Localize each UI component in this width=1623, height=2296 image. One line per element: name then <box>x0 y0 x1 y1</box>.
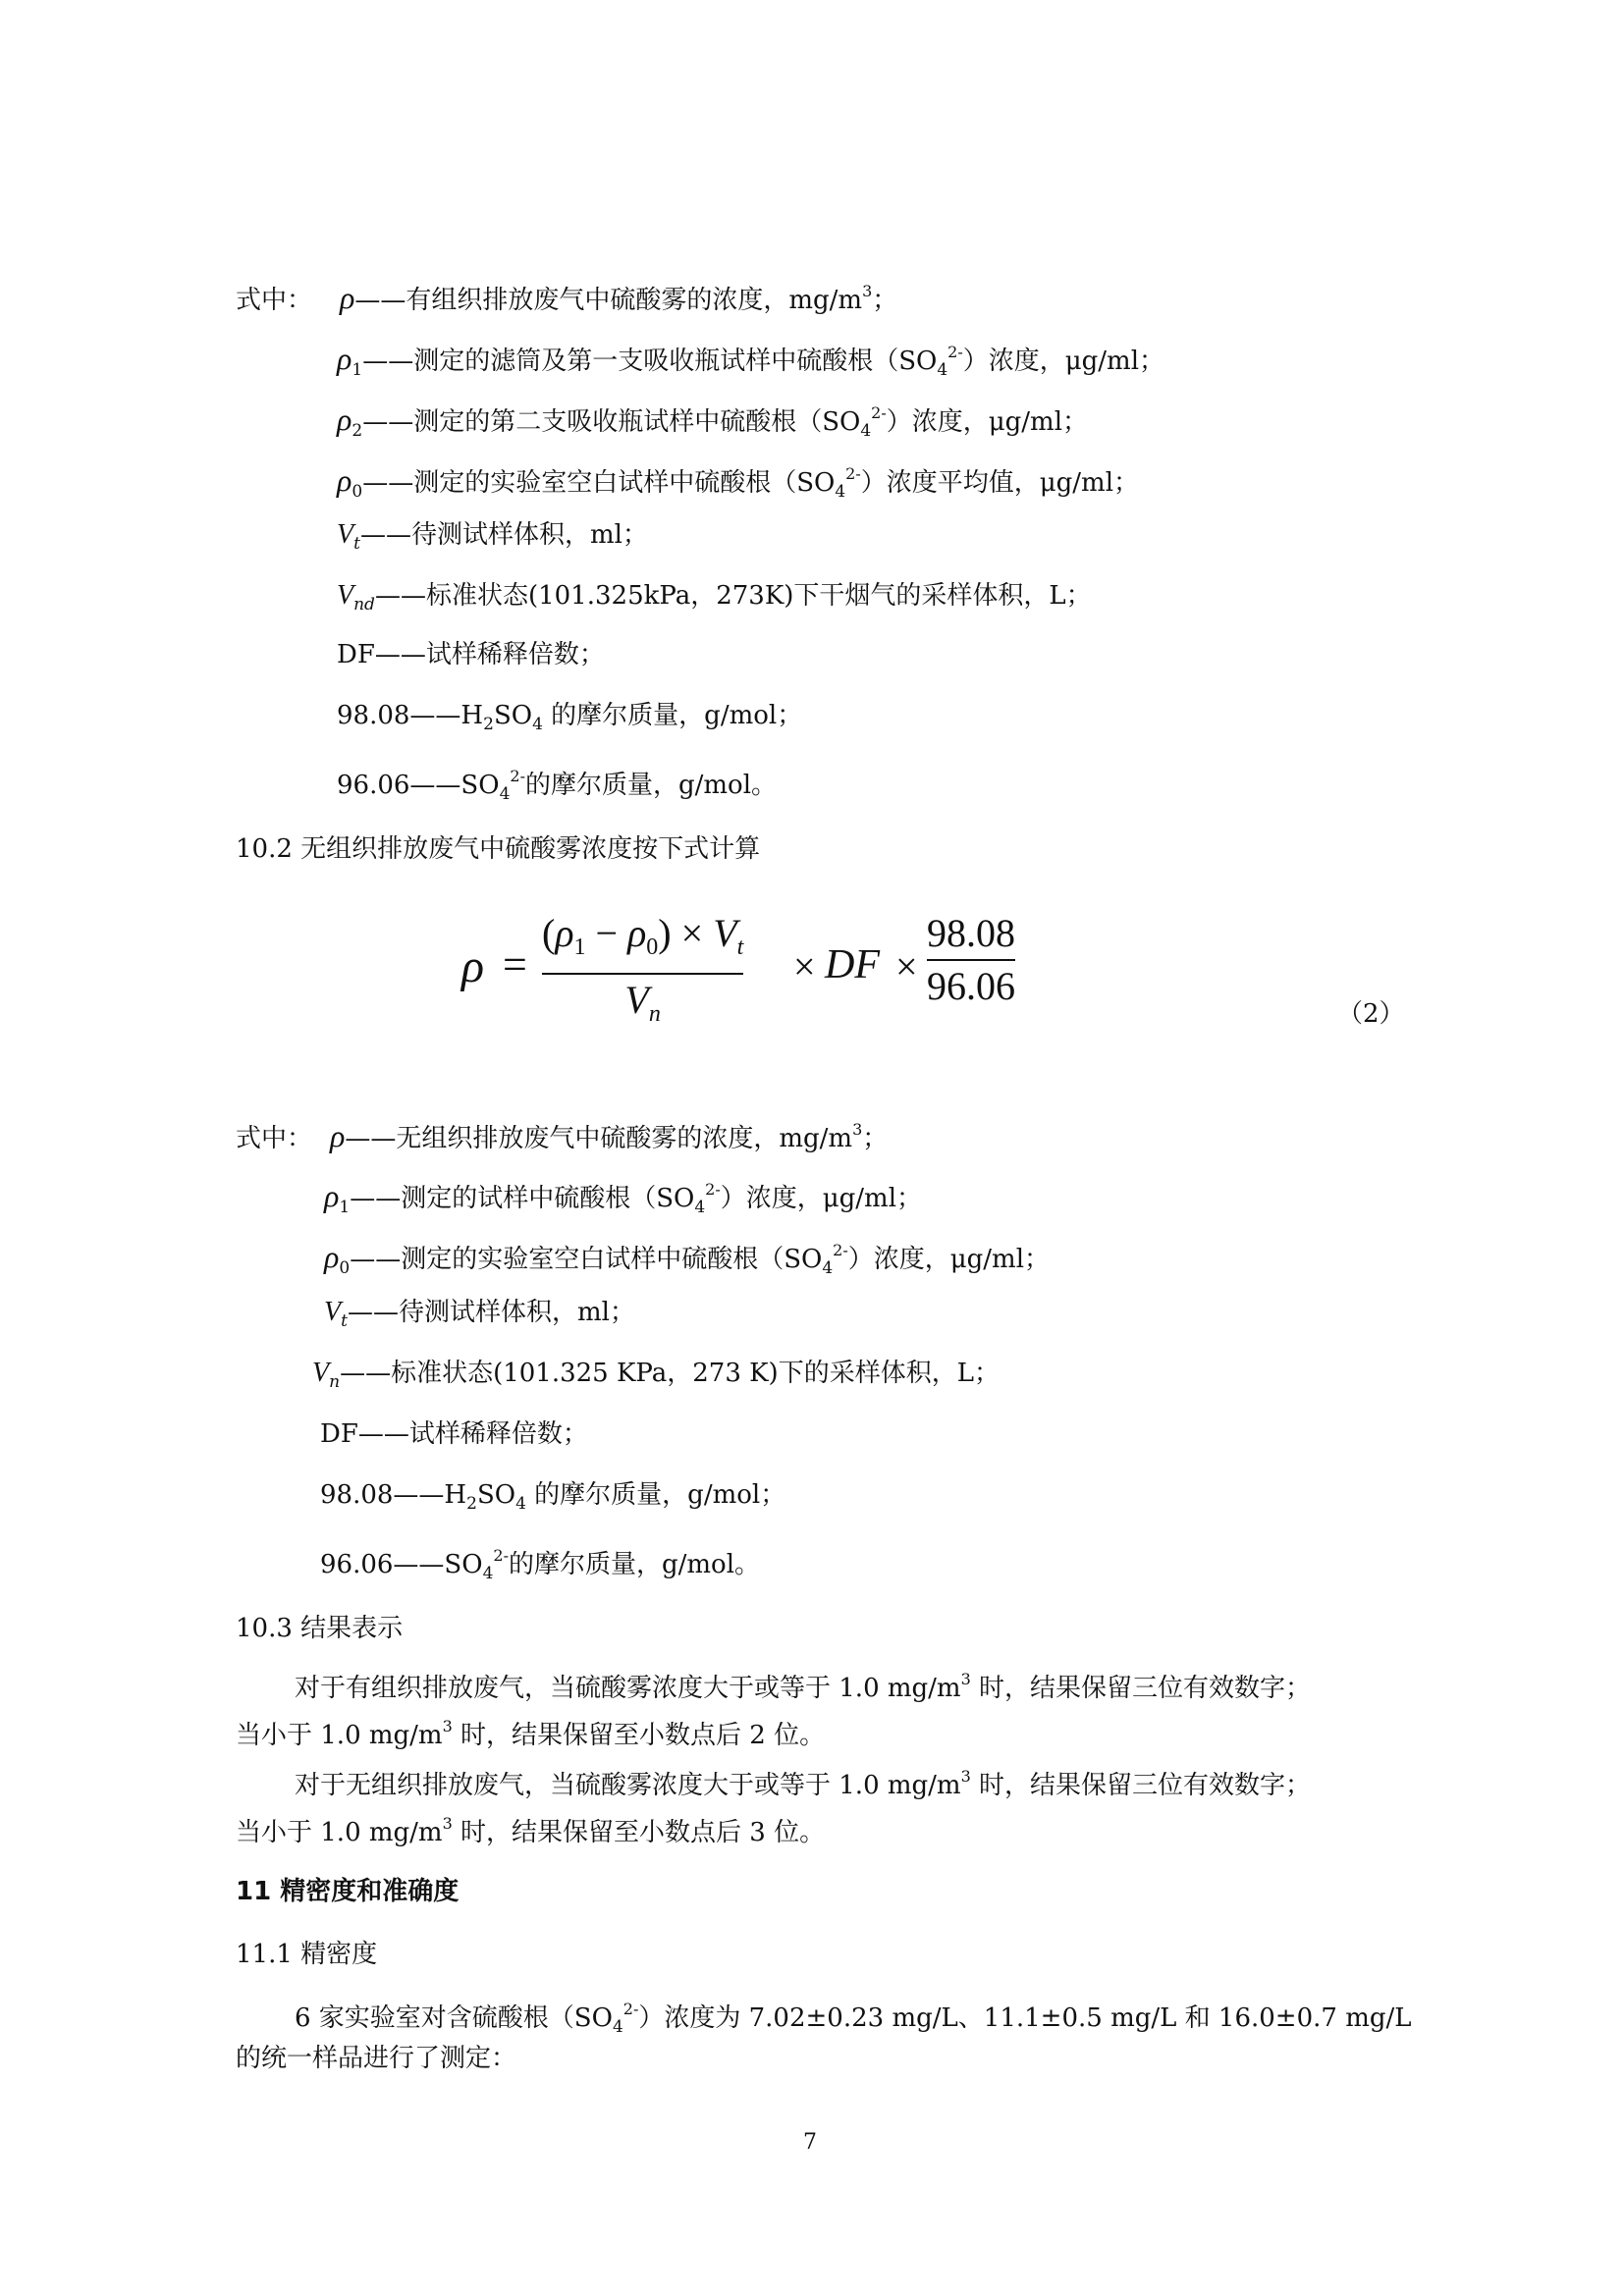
defs1-rho-end: ； <box>872 286 898 315</box>
constant-denominator: 96.06 <box>927 964 1015 1008</box>
superscript: 3 <box>960 1670 971 1688</box>
defs2-df: DF——试样稀释倍数； <box>320 1419 588 1449</box>
defs2-rho-line <box>236 1113 888 1155</box>
defs2-h2so4-line <box>320 1478 785 1521</box>
text: 96.06——SO <box>337 771 500 800</box>
rho-symbol: ρ <box>555 911 574 955</box>
defs1-vt-line <box>337 518 648 561</box>
defs2-vn-line <box>312 1357 1000 1399</box>
formula-number-text: （2） <box>1337 999 1405 1029</box>
subscript: 2 <box>483 715 494 734</box>
subscript: 0 <box>339 1258 351 1278</box>
superscript: 2- <box>845 464 861 483</box>
defs2-rho1-desc: ——测定的试样中硫酸根（SO <box>350 1184 695 1213</box>
subscript: 1 <box>573 934 586 960</box>
sec11-para-line1 <box>295 1993 1412 2044</box>
rho1-symbol: ρ <box>324 1178 340 1213</box>
text: ）浓度为 7.02±0.23 mg/L、11.1±0.5 mg/L 和 16.0±0.7 mg/L <box>638 2003 1412 2033</box>
sec103-para1-line2 <box>236 1710 825 1752</box>
defs2-rho0-line <box>324 1234 1050 1285</box>
defs2-rho0-desc: ——测定的实验室空白试样中硫酸根（SO <box>350 1245 823 1274</box>
subscript: t <box>736 934 744 960</box>
subscript: 4 <box>612 2017 623 2037</box>
formula-equals: = <box>503 940 527 988</box>
defs2-vt-desc: ——待测试样体积，ml； <box>347 1298 635 1327</box>
subscript: 4 <box>499 784 511 804</box>
text: 的摩尔质量，g/mol。 <box>508 1550 761 1579</box>
text: 6 家实验室对含硫酸根（SO <box>295 2003 613 2033</box>
superscript: 2- <box>833 1241 848 1259</box>
defs2-rho1-end: ）浓度，μg/ml； <box>720 1184 923 1213</box>
defs2-df-line <box>320 1417 588 1451</box>
formula-number <box>1337 997 1405 1031</box>
superscript: 3 <box>442 1717 453 1735</box>
defs1-rho0-line <box>337 457 1139 508</box>
page-number-text: 7 <box>803 2130 817 2155</box>
defs1-rho1-desc: ——测定的滤筒及第一支吸收瓶试样中硫酸根（SO <box>362 347 938 376</box>
defs2-so4-line <box>320 1539 760 1590</box>
subscript: 4 <box>860 421 872 441</box>
superscript: 3 <box>960 1767 971 1786</box>
section-10-3-heading <box>236 1612 403 1645</box>
rho1-symbol: ρ <box>337 341 352 376</box>
defs1-lead: 式中： <box>236 286 313 315</box>
defs2-rho-end: ； <box>862 1124 889 1153</box>
defs1-vnd-desc: ——标准状态(101.325kPa，273K)下干烟气的采样体积，L； <box>374 581 1092 611</box>
times-sign: × <box>895 944 918 988</box>
text: ( <box>542 911 556 955</box>
defs1-vnd-line <box>337 579 1092 621</box>
vnd-symbol: V <box>337 580 354 611</box>
defs2-rho1-line <box>324 1173 922 1224</box>
text: 的摩尔质量，g/mol。 <box>524 771 778 800</box>
subscript: t <box>341 1311 348 1331</box>
formula-df: DF <box>825 942 880 988</box>
rho-symbol: ρ <box>340 280 355 315</box>
section-10-2-heading <box>236 832 760 866</box>
text: × <box>671 911 714 955</box>
sec103-para1-line1 <box>295 1663 1311 1705</box>
vt-symbol: V <box>324 1297 342 1327</box>
rho-symbol: ρ <box>627 911 647 955</box>
vt-symbol: V <box>337 519 354 550</box>
v-symbol: V <box>713 911 737 955</box>
defs1-rho0-desc: ——测定的实验室空白试样中硫酸根（SO <box>362 468 836 498</box>
subscript: 4 <box>937 360 948 380</box>
superscript: 2- <box>510 767 525 785</box>
superscript: 2- <box>705 1180 721 1199</box>
subscript: 0 <box>646 934 659 960</box>
superscript: 2- <box>871 403 887 422</box>
section-11-1-heading <box>236 1938 377 1971</box>
superscript: 3 <box>442 1814 453 1833</box>
subscript: n <box>648 1001 661 1027</box>
text: 时，结果保留至小数点后 3 位。 <box>452 1818 826 1847</box>
defs1-rho0-end: ）浓度平均值，μg/ml； <box>860 468 1140 498</box>
text: 时，结果保留至小数点后 2 位。 <box>452 1721 826 1750</box>
text: 对于无组织排放废气，当硫酸雾浓度大于或等于 1.0 mg/m <box>295 1771 961 1800</box>
defs1-vt-desc: ——待测试样体积，ml； <box>359 520 648 550</box>
defs2-vt-line <box>324 1296 635 1338</box>
defs2-vn-desc: ——标准状态(101.325 KPa，273 K)下的采样体积，L； <box>340 1359 1000 1388</box>
rho-symbol: ρ <box>330 1118 346 1153</box>
defs2-rho0-end: ）浓度，μg/ml； <box>847 1245 1051 1274</box>
defs1-df: DF——试样稀释倍数； <box>337 640 605 669</box>
superscript: 2- <box>622 2000 639 2018</box>
text: 的摩尔质量，g/mol； <box>542 701 803 730</box>
section-11-heading <box>236 1875 459 1908</box>
vn-symbol: V <box>312 1358 330 1388</box>
heading-text: 10.3 结果表示 <box>236 1614 404 1643</box>
defs1-rho-line <box>236 275 897 317</box>
constant-numerator: 98.08 <box>927 911 1015 955</box>
text: 的摩尔质量，g/mol； <box>525 1480 786 1510</box>
defs1-rho2-line <box>337 397 1088 448</box>
subscript: t <box>353 534 360 554</box>
text: SO <box>493 701 533 730</box>
subscript: nd <box>353 595 375 614</box>
sec103-para2-line1 <box>295 1760 1311 1802</box>
defs2-lead: 式中： <box>236 1124 313 1153</box>
subscript: 2 <box>466 1494 477 1514</box>
text: 98.08——H <box>337 701 484 730</box>
formula-2 <box>461 908 1041 1026</box>
defs1-h2so4-line <box>337 699 802 741</box>
main-fraction-numerator <box>542 908 743 973</box>
subscript: 4 <box>515 1494 526 1514</box>
text: 对于有组织排放废气，当硫酸雾浓度大于或等于 1.0 mg/m <box>295 1674 961 1703</box>
heading-text: 11 精密度和准确度 <box>236 1877 460 1906</box>
heading-text: 10.2 无组织排放废气中硫酸雾浓度按下式计算 <box>236 834 761 864</box>
defs1-rho2-end: ）浓度，μg/ml； <box>886 407 1089 437</box>
text: SO <box>476 1480 516 1510</box>
superscript: 2- <box>947 343 963 361</box>
times-sign: × <box>793 944 816 988</box>
main-fraction-denominator <box>624 975 660 1040</box>
formula-lhs: ρ <box>461 940 485 992</box>
subscript: 1 <box>352 360 363 380</box>
text: 时，结果保留三位有效数字； <box>970 1674 1312 1703</box>
superscript: 3 <box>862 282 873 300</box>
text: 98.08——H <box>320 1480 467 1510</box>
text: 96.06——SO <box>320 1550 483 1579</box>
constant-fraction <box>927 908 1015 1012</box>
subscript: 4 <box>482 1564 494 1583</box>
text: 的统一样品进行了测定： <box>236 2044 517 2073</box>
text: 当小于 1.0 mg/m <box>236 1818 443 1847</box>
defs1-rho-desc: ——有组织排放废气中硫酸雾的浓度，mg/m <box>354 286 863 315</box>
text: 时，结果保留三位有效数字； <box>970 1771 1312 1800</box>
defs2-rho-desc: ——无组织排放废气中硫酸雾的浓度，mg/m <box>345 1124 853 1153</box>
sec11-para-line2 <box>236 2042 516 2075</box>
main-fraction <box>542 908 743 1040</box>
subscript: 4 <box>822 1258 834 1278</box>
defs1-df-line <box>337 638 605 671</box>
heading-text: 11.1 精密度 <box>236 1940 378 1969</box>
superscript: 3 <box>852 1120 863 1139</box>
text: 当小于 1.0 mg/m <box>236 1721 443 1750</box>
v-symbol: V <box>624 978 649 1022</box>
subscript: 2 <box>352 421 363 441</box>
defs1-so4-line <box>337 760 777 811</box>
subscript: 1 <box>339 1198 351 1217</box>
defs1-rho2-desc: ——测定的第二支吸收瓶试样中硫酸根（SO <box>362 407 861 437</box>
rho2-symbol: ρ <box>337 401 352 437</box>
subscript: 4 <box>694 1198 706 1217</box>
rho0-symbol: ρ <box>324 1239 340 1274</box>
rho0-symbol: ρ <box>337 462 352 498</box>
defs1-rho1-line <box>337 336 1164 387</box>
subscript: 4 <box>835 482 846 502</box>
subscript: 0 <box>352 482 363 502</box>
sec103-para2-line2 <box>236 1807 825 1849</box>
subscript: n <box>329 1372 341 1392</box>
text: ) <box>658 911 672 955</box>
subscript: 4 <box>532 715 543 734</box>
superscript: 2- <box>493 1546 509 1565</box>
page-number <box>803 2126 817 2160</box>
defs1-rho1-end: ）浓度，μg/ml； <box>962 347 1165 376</box>
text: − <box>585 911 628 955</box>
